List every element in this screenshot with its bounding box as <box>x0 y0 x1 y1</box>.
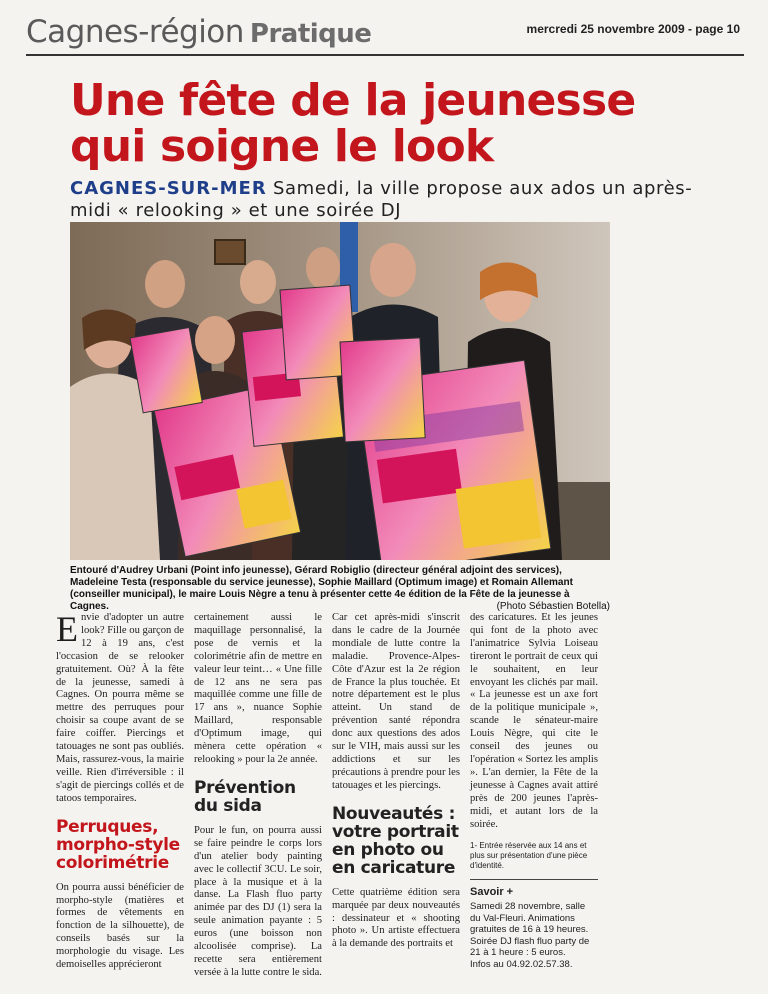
intro-text: nvie d'adopter un autre look? Fille ou garçon de 12 à 19 ans, c'est l'occasion de se relooker gratuitement. Où? À la fête de la jeunesse, samedi à Cagnes. On pourra même se mettre des perruques pour choisir sa coupe avant de se faire coiffer. Piercings et tatouages ne sont pas oubliés. Mais, rassurez-vous, la mairie veille. Rien d'irréversible : il s'agit de piercings collés et de tatoos temporaires. <box>56 612 184 804</box>
caption-text: Entouré d'Audrey Urbani (Point info jeunesse), Gérard Robiglio (directeur général adjoint des services), Madeleine Testa (responsable du service jeunesse), Sophie Maillard (Optimum image) et Romain Allemant (conseiller municipal), le maire Louis Nègre a tenu à présenter cette 4e édition de la Fête de la jeunesse à Cagnes. <box>70 565 573 612</box>
group-photo <box>70 222 610 560</box>
headline: Une fête de la jeunesse qui soigne le look <box>70 75 636 172</box>
section-rubric <box>26 14 371 50</box>
deck-text: Samedi, la ville propose aux ados un après-midi « relooking » et une soirée DJ <box>70 178 693 221</box>
paragraph-caricatures: des caricatures. Et les jeunes qui font de la photo avec l'animatrice Sylvia Loiseau tireront le portrait de ceux qui le souhaitent, en leur envoyant les clichés par mail. « La jeunesse est un axe fort de la politique municipale », scande le sénateur-maire Louis Nègre, qui cite le conseil des jeunes ou l'opération « Sortez les amplis ». L'an dernier, la Fête de la jeunesse à Cagnes avait attiré près de 200 jeunes l'après-midi, et autant lors de la soirée. <box>470 612 598 830</box>
savoir-line: Samedi 28 novembre, salle du Val-Fleuri. Animations gratuites de 16 à 19 heures. <box>470 901 589 936</box>
paragraph-journee: Car cet après-midi s'inscrit dans le cadre de la Journée mondiale de lutte contre la maladie. Provence-Alpes-Côte d'Azur est la 2e région de France la plus touchée. Et notre département est le plus atteint. Un stand de prévention santé répondra donc aux questions des ados sur le VIH, mais aussi sur les addictions et sur les précautions à prendre pour les tatouages et les piercings. <box>332 612 460 791</box>
savoir-plus-title: Savoir + <box>470 879 598 899</box>
paragraph-maquillage: certainement aussi le maquillage personnalisé, la pose de vernis et la colorimétrie afin de mettre en valeur leur teint… « Une fille de 12 ans ne sera pas maquillée comme une fille de 17 ans », nuance Sophie Maillard, responsable d'Optimum image, qui mènera cette opération « relooking » pour la 2e année. <box>194 612 322 765</box>
article-column-3 <box>332 612 460 951</box>
photo-credit: (Photo Sébastien Botella) <box>496 601 610 612</box>
subhead-nouveautes: Nouveautés : votre portrait en photo ou en caricature <box>332 803 459 878</box>
deck <box>70 178 730 222</box>
rubric-title: Cagnes-région <box>26 14 244 50</box>
photo-illustration <box>70 222 610 560</box>
savoir-line: Soirée DJ flash fluo party de 21 à 1 heure : 5 euros. <box>470 935 590 959</box>
photo-caption <box>70 565 610 613</box>
paragraph-morpho: On pourra aussi bénéficier de morpho-style (matières et formes de vêtements en fonction de la silhouette), de conseils basés sur la morphologie du visage. Les demoiselles apprécieront <box>56 881 184 971</box>
article-column-4 <box>470 612 598 970</box>
article-column-2 <box>194 612 322 980</box>
savoir-plus-box <box>470 901 598 970</box>
section-name: Pratique <box>249 19 372 49</box>
paragraph-fun: Pour le fun, on pourra aussi se faire peindre le corps lors d'un atelier body painting avec le collectif 3CU. Le soir, place à la musique et à la danse. La Flash fluo party animée par des DJ (1) sera la seule animation payante : 5 euros (une boisson non alcoolisée comprise). La recette sera entièrement versée à la lutte contre le sida. <box>194 824 322 978</box>
masthead-rule <box>26 54 744 56</box>
article-column-1 <box>56 609 184 972</box>
paragraph-edition: Cette quatrième édition sera marquée par deux nouveautés : dessinateur et « shooting photo ». Un artiste effectuera à la demande des portraits et <box>332 886 460 950</box>
drop-cap: E <box>56 609 78 649</box>
footnote: 1- Entrée réservée aux 14 ans et plus sur présentation d'une pièce d'identité. <box>470 841 588 871</box>
masthead <box>26 14 744 56</box>
subhead-perruques: Perruques, morpho-style colorimétrie <box>56 816 180 873</box>
subhead-prevention: Prévention du sida <box>194 777 296 816</box>
dateline: mercredi 25 novembre 2009 - page 10 <box>526 22 740 36</box>
deck-location: CAGNES-SUR-MER <box>70 178 267 199</box>
paragraph-intro <box>56 609 184 806</box>
savoir-line: Infos au 04.92.02.57.38. <box>470 958 573 970</box>
